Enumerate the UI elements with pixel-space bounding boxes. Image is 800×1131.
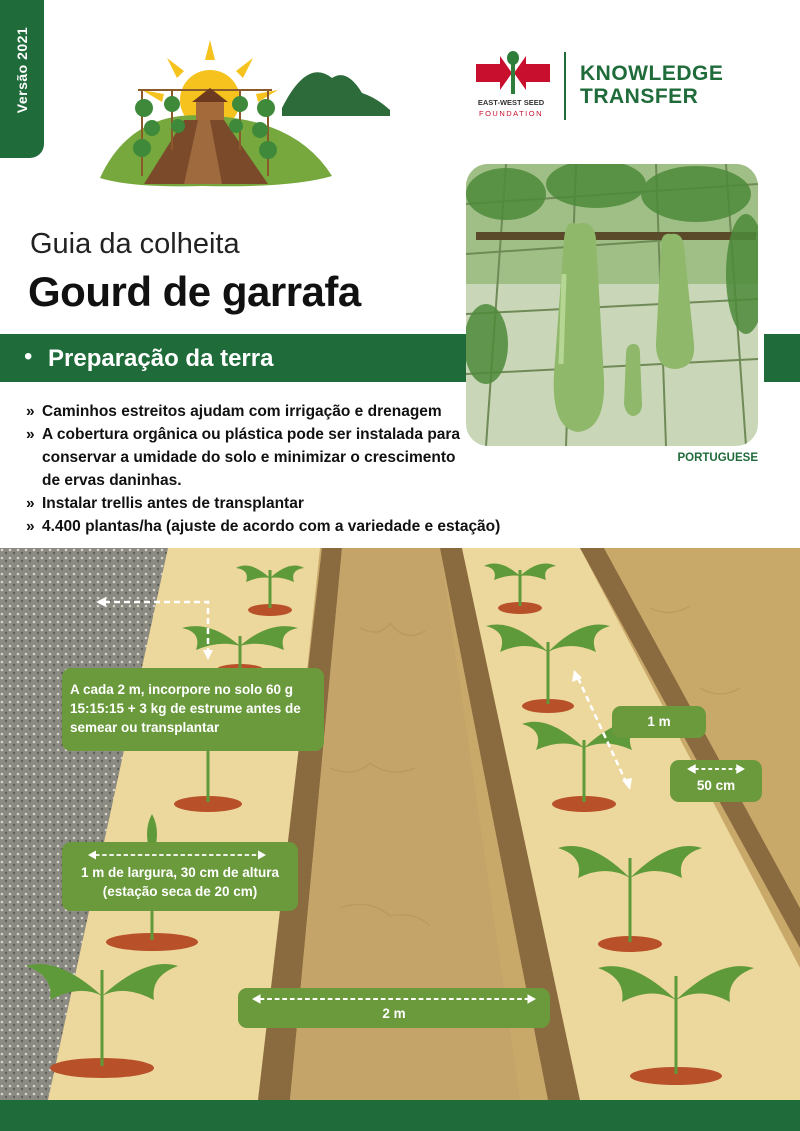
path-width-text: 50 cm (696, 778, 736, 793)
bullet-marker: » (26, 495, 35, 512)
section-title: Preparação da terra (48, 345, 274, 372)
row-spacing-label (238, 988, 550, 1028)
logo-org-line2: FOUNDATION (478, 109, 544, 118)
fertilizer-note-label (62, 668, 324, 751)
version-label: Versão 2021 (14, 26, 30, 114)
bed-size-label (62, 842, 298, 911)
bullet-text: Instalar trellis antes de transplantar (42, 495, 304, 512)
fertilizer-note-text: A cada 2 m, incorpore no solo 60 g 15:15:15 + 3 kg de estrume antes de semear ou transplantar (70, 682, 301, 735)
logo-org-line1: EAST-WEST SEED (477, 98, 545, 107)
list-item (26, 400, 586, 423)
guide-title: Gourd de garrafa (28, 268, 361, 315)
list-item (26, 423, 472, 492)
bullet-list (26, 400, 586, 538)
language-caption: PORTUGUESE (677, 452, 758, 464)
path-width-label (670, 760, 762, 802)
logo-divider (564, 52, 566, 120)
row-spacing-arrow-icon (252, 994, 536, 1004)
row-spacing-text: 2 m (382, 1006, 406, 1021)
ewsf-logo (468, 50, 768, 122)
logo-mark-icon (474, 50, 552, 96)
guide-subtitle: Guia da colheita (30, 228, 240, 260)
section-bullet: • (24, 343, 33, 370)
path-width-arrow-icon (687, 764, 745, 774)
bullet-marker: » (26, 518, 35, 535)
program-name (580, 62, 723, 108)
bullet-text: A cobertura orgânica ou plástica pode ser instalada para conservar a umidade do solo e minimizar o crescimento de ervas daninhas. (42, 426, 461, 489)
plant-spacing-text: 1 m (647, 714, 671, 729)
bullet-text: 4.400 plantas/ha (ajuste de acordo com a variedade e estação) (42, 518, 501, 535)
section-bar-right (764, 334, 800, 382)
bullet-marker: » (26, 426, 35, 443)
footer-bar (0, 1100, 800, 1131)
program-line1: KNOWLEDGE (580, 62, 724, 85)
program-line2: TRANSFER (580, 85, 699, 108)
list-item (26, 492, 586, 515)
list-item (26, 515, 586, 538)
section-header-bar (0, 334, 466, 382)
version-tab (0, 0, 44, 158)
plant-spacing-label (612, 706, 706, 738)
width-arrow-icon (88, 850, 266, 860)
bed-size-text: 1 m de largura, 30 cm de altura (estação seca de 20 cm) (80, 865, 280, 899)
bullet-text: Caminhos estreitos ajudam com irrigação e drenagem (42, 403, 442, 420)
farm-illustration (92, 38, 392, 188)
bullet-marker: » (26, 403, 35, 420)
